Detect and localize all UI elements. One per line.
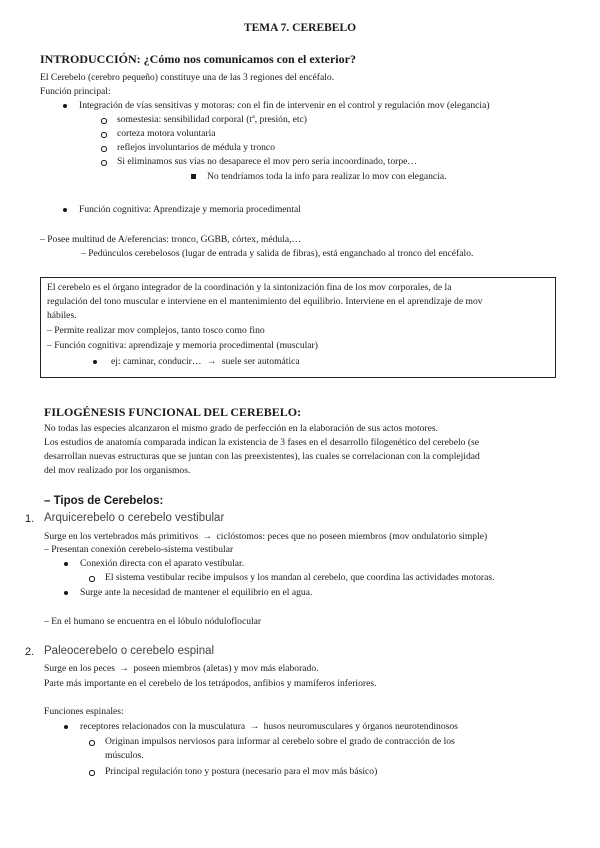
box-example-result: suele ser automática xyxy=(221,356,300,367)
circle-bullet-icon xyxy=(101,146,107,152)
arrow-icon: → xyxy=(202,531,213,542)
circle-bullet-icon xyxy=(89,740,95,746)
arrow-icon: → xyxy=(206,356,217,367)
list-item: Principal regulación tono y postura (necesario para el mov más básico) xyxy=(105,766,378,777)
list-item: reflejos involuntarios de médula y tronco xyxy=(117,142,275,153)
paragraph-line: No todas las especies alcanzaron el mismo grado de perfección en la elaboración de sus actos motores. xyxy=(44,423,438,434)
box-line: hábiles. xyxy=(47,310,77,321)
list-item: Conexión directa con el aparato vestibular. xyxy=(80,558,245,569)
bullet-icon xyxy=(63,104,67,108)
pedunculos-line: – Pedúnculos cerebelosos (lugar de entrada y salida de fibras), está enganchado al tronco del encéfalo. xyxy=(81,248,474,259)
list-item-continuation: músculos. xyxy=(105,750,144,761)
circle-bullet-icon xyxy=(101,118,107,124)
intro-line: El Cerebelo (cerebro pequeño) constituye una de las 3 regiones del encéfalo. xyxy=(40,72,335,83)
document-title: TEMA 7. CEREBELO xyxy=(243,22,357,34)
list-item: El sistema vestibular recibe impulsos y los mandan al cerebelo, que coordina las actividades motoras. xyxy=(105,572,495,583)
paragraph-line: Los estudios de anatomía comparada indican la existencia de 3 fases en el desarrollo filogenético del cerebelo (se xyxy=(44,437,480,448)
paragraph-line xyxy=(44,662,319,675)
list-item: Originan impulsos nerviosos para informar al cerebelo sobre el grado de contracción de los xyxy=(105,736,455,747)
paragraph-line: – En el humano se encuentra en el lóbulo nóduloflocular xyxy=(44,616,262,627)
list-item: Integración de vías sensitivas y motoras: con el fin de intervenir en el control y regulación mov (elegancia) xyxy=(79,100,490,111)
surge-text: Surge en los peces xyxy=(44,663,115,674)
surge-detail: ciclóstomos: peces que no poseen miembros (mov ondulatorio simple) xyxy=(216,531,488,542)
box-line: El cerebelo es el órgano integrador de la coordinación y la sintonización fina de los mov corporales, de la xyxy=(47,282,452,293)
intro-heading: INTRODUCCIÓN: ¿Cómo nos comunicamos con el exterior? xyxy=(40,52,356,66)
circle-bullet-icon xyxy=(101,132,107,138)
receptores-detail: husos neuromusculares y órganos neurotendinosos xyxy=(263,721,458,732)
paragraph-line: Parte más importante en el cerebelo de los tetrápodos, anfibios y mamíferos inferiores. xyxy=(44,678,377,689)
list-number: 1. xyxy=(25,513,35,525)
list-item: Si eliminamos sus vías no desaparece el mov pero sería incoordinado, torpe… xyxy=(117,156,417,167)
subsection-heading: – Tipos de Cerebelos: xyxy=(44,495,164,507)
receptores-text: receptores relacionados con la musculatura xyxy=(80,721,246,732)
bullet-icon xyxy=(64,562,68,566)
circle-bullet-icon xyxy=(101,160,107,166)
paragraph-line: desarrollan nuevas estructuras que se juntan con las preexistentes), las cuales se correlacionan con la complejidad xyxy=(44,451,480,462)
paragraph-line: del mov realizado por los organismos. xyxy=(44,465,191,476)
list-item xyxy=(80,720,458,733)
arrow-icon: → xyxy=(249,721,260,732)
box-example-text: ej: caminar, conducir… xyxy=(111,356,202,367)
arrow-icon: → xyxy=(119,663,129,674)
surge-text: Surge en los vertebrados más primitivos xyxy=(44,531,199,542)
list-item: Surge ante la necesidad de mantener el equilibrio en el agua. xyxy=(80,587,313,598)
box-line: – Permite realizar mov complejos, tanto tosco como fino xyxy=(47,325,265,336)
section-heading: FILOGÉNESIS FUNCIONAL DEL CEREBELO: xyxy=(44,405,302,419)
bullet-icon xyxy=(64,591,68,595)
bullet-icon xyxy=(93,360,97,364)
paragraph-line xyxy=(44,530,487,543)
type-title: Paleocerebelo o cerebelo espinal xyxy=(44,645,215,657)
paragraph-line: – Presentan conexión cerebelo-sistema vestibular xyxy=(44,544,234,555)
list-item: corteza motora voluntaria xyxy=(117,128,216,139)
circle-bullet-icon xyxy=(89,770,95,776)
type-title: Arquicerebelo o cerebelo vestibular xyxy=(44,512,225,524)
aferencias-line: – Posee multitud de A/eferencias: tronco, GGBB, córtex, médula,… xyxy=(40,234,302,245)
circle-bullet-icon xyxy=(89,576,95,582)
list-number: 2. xyxy=(25,646,35,658)
paragraph-line: Funciones espinales: xyxy=(44,706,124,717)
box-line: regulación del tono muscular e interviene en el mantenimiento del equilibrio. Interviene en el aprendizaje de mov xyxy=(47,296,483,307)
bullet-icon xyxy=(64,725,68,729)
box-line: – Función cognitiva: aprendizaje y memoria procedimental (muscular) xyxy=(47,340,318,351)
list-item: Función cognitiva: Aprendizaje y memoria procedimental xyxy=(79,204,301,215)
list-item: No tendríamos toda la info para realizar lo mov con elegancia. xyxy=(207,171,447,182)
square-bullet-icon xyxy=(191,174,196,179)
function-label: Función principal: xyxy=(40,86,111,97)
list-item: somestesia: sensibilidad corporal (tª, presión, etc) xyxy=(117,114,307,125)
bullet-icon xyxy=(63,208,67,212)
list-item xyxy=(111,355,300,368)
surge-detail: poseen miembros (aletas) y mov más elaborado. xyxy=(133,663,319,674)
